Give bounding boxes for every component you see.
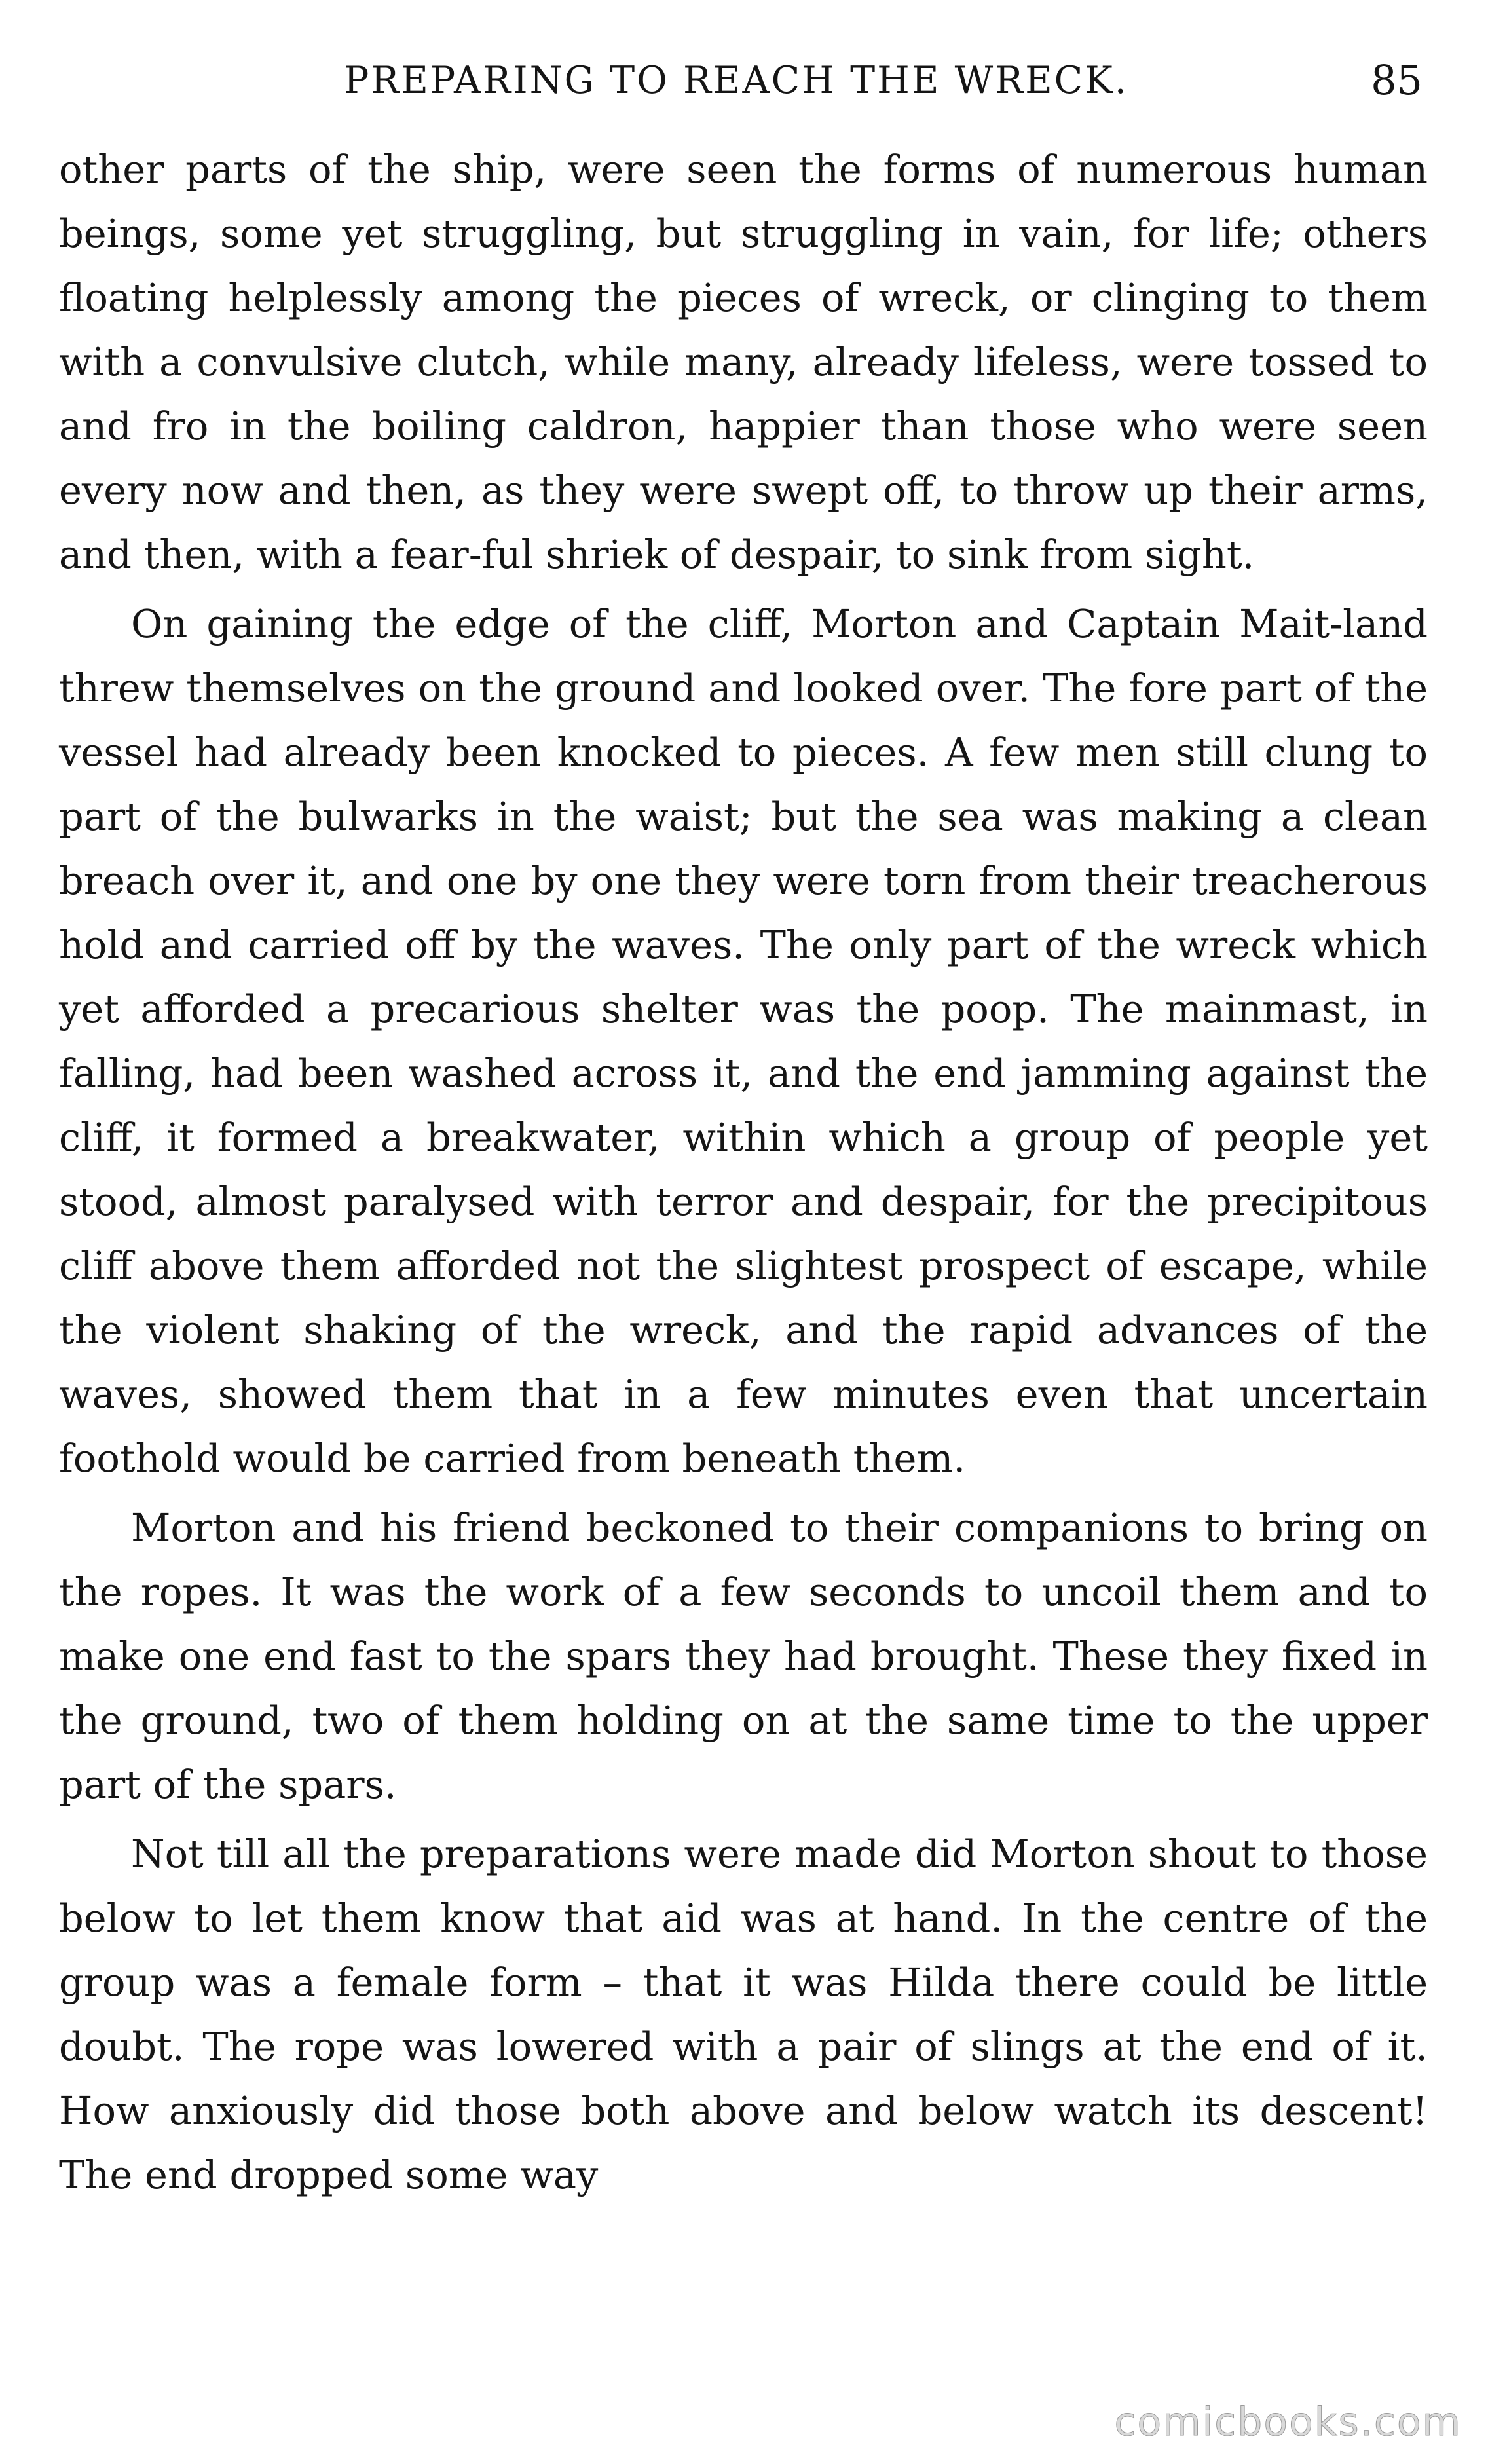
running-header [0, 51, 1488, 110]
watermark: comicbooks.com [1114, 2399, 1462, 2445]
page-number: 85 [1371, 56, 1423, 104]
paragraph: Morton and his friend beckoned to their companions to bring on the ropes. It was the work of a few seconds to uncoil them and to make one end fast to the spars they had brought. These they fixed in the ground, two of them holding on at the same time to the upper part of the spars. [59, 1505, 1428, 1807]
paragraph: Not till all the preparations were made did Morton shout to those below to let them know that aid was at hand. In the centre of the group was a female form – that it was Hilda there could be little doubt. The rope was lowered with a pair of slings at the end of it. How anxiously did those both above and below watch its descent! The end dropped some way [59, 1831, 1428, 2197]
running-title: PREPARING TO REACH THE WRECK. [344, 59, 1128, 102]
body-text [59, 138, 1428, 2207]
paragraph: On gaining the edge of the cliff, Morton and Captain Mait-land threw themselves on the ground and looked over. The fore part of the vessel had already been knocked to pieces. A few men still clung to part of the bulwarks in the waist; but the sea was making a clean breach over it, and one by one they were torn from their treacherous hold and carried off by the waves. The only part of the wreck which yet afforded a precarious shelter was the poop. The mainmast, in falling, had been washed across it, and the end jamming against the cliff, it formed a breakwater, within which a group of people yet stood, almost paralysed with terror and despair, for the precipitous cliff above them afforded not the slightest prospect of escape, while the violent shaking of the wreck, and the rapid advances of the waves, showed them that in a few minutes even that uncertain foothold would be carried from beneath them. [59, 601, 1428, 1481]
paragraph-continued: other parts of the ship, were seen the forms of numerous human beings, some yet struggling, but struggling in vain, for life; others floating helplessly among the pieces of wreck, or clinging to them with a convulsive clutch, while many, already lifeless, were tossed to and fro in the boiling caldron, happier than those who were seen every now and then, as they were swept off, to throw up their arms, and then, with a fear-ful shriek of despair, to sink from sight. [59, 147, 1428, 577]
